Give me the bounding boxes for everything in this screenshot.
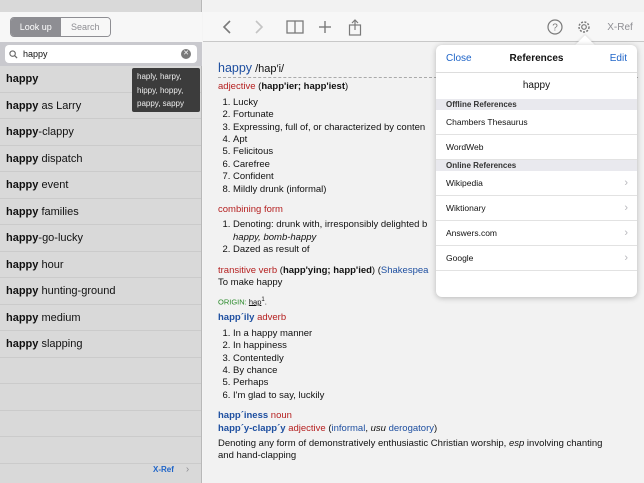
references-popover	[436, 45, 637, 297]
sense: 2. Dazed as result of	[233, 244, 638, 256]
forward-icon[interactable]	[251, 12, 267, 42]
left-toolbar	[0, 12, 202, 42]
sense: 5. Perhaps	[233, 377, 638, 389]
reference-item-answers[interactable]: Answers.com ›	[436, 221, 637, 246]
list-item[interactable]: happy-go-lucky	[0, 225, 201, 252]
popover-word: happy	[522, 80, 551, 91]
sense: 6. Carefree	[233, 159, 638, 171]
word-list	[0, 66, 201, 464]
search-icon	[9, 50, 18, 59]
transitive-verb-definition: To make happy	[218, 277, 283, 289]
list-item[interactable]: happy medium	[0, 305, 201, 332]
happy-clappy-heading: happ´y-clapp´y adjective (informal, usu derogatory)	[218, 422, 438, 434]
list-item-empty	[0, 384, 201, 411]
xref-footer-button[interactable]: X-Ref ›	[153, 464, 190, 475]
chevron-right-icon: ›	[185, 464, 190, 475]
happily-heading: happ´ily adverb	[218, 312, 287, 324]
sense: 2. In happiness	[233, 340, 638, 352]
list-item[interactable]: happy event	[0, 172, 201, 199]
sense: 3. Expressing, full of, or characterized by conten	[233, 122, 638, 134]
chevron-right-icon: ›	[624, 227, 628, 239]
clear-search-icon[interactable]: ✕	[181, 49, 191, 59]
origin-link[interactable]: hap	[248, 297, 262, 306]
chevron-right-icon: ›	[624, 177, 628, 189]
sense: 2. Fortunate	[233, 109, 638, 121]
combining-form-heading: combining form	[218, 204, 283, 216]
happy-clappy-definition: Denoting any form of demonstratively enthusiastic Christian worship, esp involving chanting and hand-clapping	[218, 438, 603, 462]
sense: 1. Denoting: drunk with, irresponsibly delighted b happy, bomb-happy	[233, 219, 638, 244]
list-item[interactable]: happy hour	[0, 252, 201, 279]
list-item-empty	[0, 358, 201, 385]
offline-references-header: Offline References	[436, 99, 637, 110]
sense: 3. Contentedly	[233, 353, 638, 365]
help-icon[interactable]	[546, 12, 564, 42]
edit-button[interactable]: Edit	[609, 53, 627, 64]
sense: 1. In a happy manner	[233, 328, 638, 340]
list-item[interactable]: happy	[0, 66, 201, 93]
reference-item-wiktionary[interactable]: Wiktionary ›	[436, 196, 637, 221]
back-icon[interactable]	[219, 12, 235, 42]
sense: 7. Confident	[233, 171, 638, 183]
spelling-suggestions-tooltip[interactable]: haply, harpy, hippy, hoppy, pappy, sappy	[132, 68, 200, 112]
list-item[interactable]: happy as Larry	[0, 93, 201, 120]
popover-title: References	[509, 53, 564, 64]
sense: 1. Lucky	[233, 97, 638, 109]
mode-segmented-control	[10, 17, 111, 37]
entry-toolbar	[203, 12, 644, 42]
reference-item-wordweb[interactable]: WordWeb	[436, 135, 637, 160]
sense: 5. Felicitous	[233, 146, 638, 158]
happily-senses	[233, 328, 638, 402]
reference-item-google[interactable]: Google ›	[436, 246, 637, 271]
list-item[interactable]: happy hunting-ground	[0, 278, 201, 305]
sense: 6. I'm glad to say, luckily	[233, 390, 638, 402]
popover-header	[436, 45, 637, 73]
xref-toolbar-button[interactable]: X-Ref	[607, 21, 633, 33]
transitive-verb-heading: transitive verb (happ'ying; happ'ied) (Shakespea	[218, 264, 429, 276]
reference-item-chambers-thesaurus[interactable]: Chambers Thesaurus	[436, 110, 637, 135]
close-button[interactable]: Close	[446, 53, 472, 64]
list-item-empty	[0, 437, 201, 464]
origin-line: ORIGIN: hap$^1$.	[218, 296, 267, 306]
list-item-empty	[0, 411, 201, 438]
tab-search[interactable]: Search	[61, 18, 111, 36]
sense: 4. Apt	[233, 134, 638, 146]
adjective-heading: adjective (happ'ier; happ'iest)	[218, 81, 349, 93]
pronunciation: /hap′i/	[252, 63, 285, 75]
online-references-header: Online References	[436, 160, 637, 171]
sense: 4. By chance	[233, 365, 638, 377]
reference-item-wikipedia[interactable]: Wikipedia ›	[436, 171, 637, 196]
svg-text:?: ?	[552, 22, 558, 34]
search-input[interactable]	[23, 49, 173, 59]
tab-look-up[interactable]: Look up	[11, 18, 61, 36]
word-list-pane	[0, 0, 202, 483]
list-item[interactable]: happy dispatch	[0, 146, 201, 173]
happiness-heading: happ´iness noun	[218, 410, 292, 422]
chevron-right-icon: ›	[624, 202, 628, 214]
book-icon[interactable]	[285, 12, 305, 42]
search-bar	[0, 42, 202, 66]
entry-headword: happy /hap′i/	[218, 62, 638, 78]
list-item[interactable]: happy-clappy	[0, 119, 201, 146]
list-item[interactable]: happy families	[0, 199, 201, 226]
list-item[interactable]: happy slapping	[0, 331, 201, 358]
share-icon[interactable]	[347, 12, 363, 42]
add-icon[interactable]	[318, 12, 332, 42]
sense: 8. Mildly drunk (informal)	[233, 184, 638, 196]
chevron-right-icon: ›	[624, 252, 628, 264]
